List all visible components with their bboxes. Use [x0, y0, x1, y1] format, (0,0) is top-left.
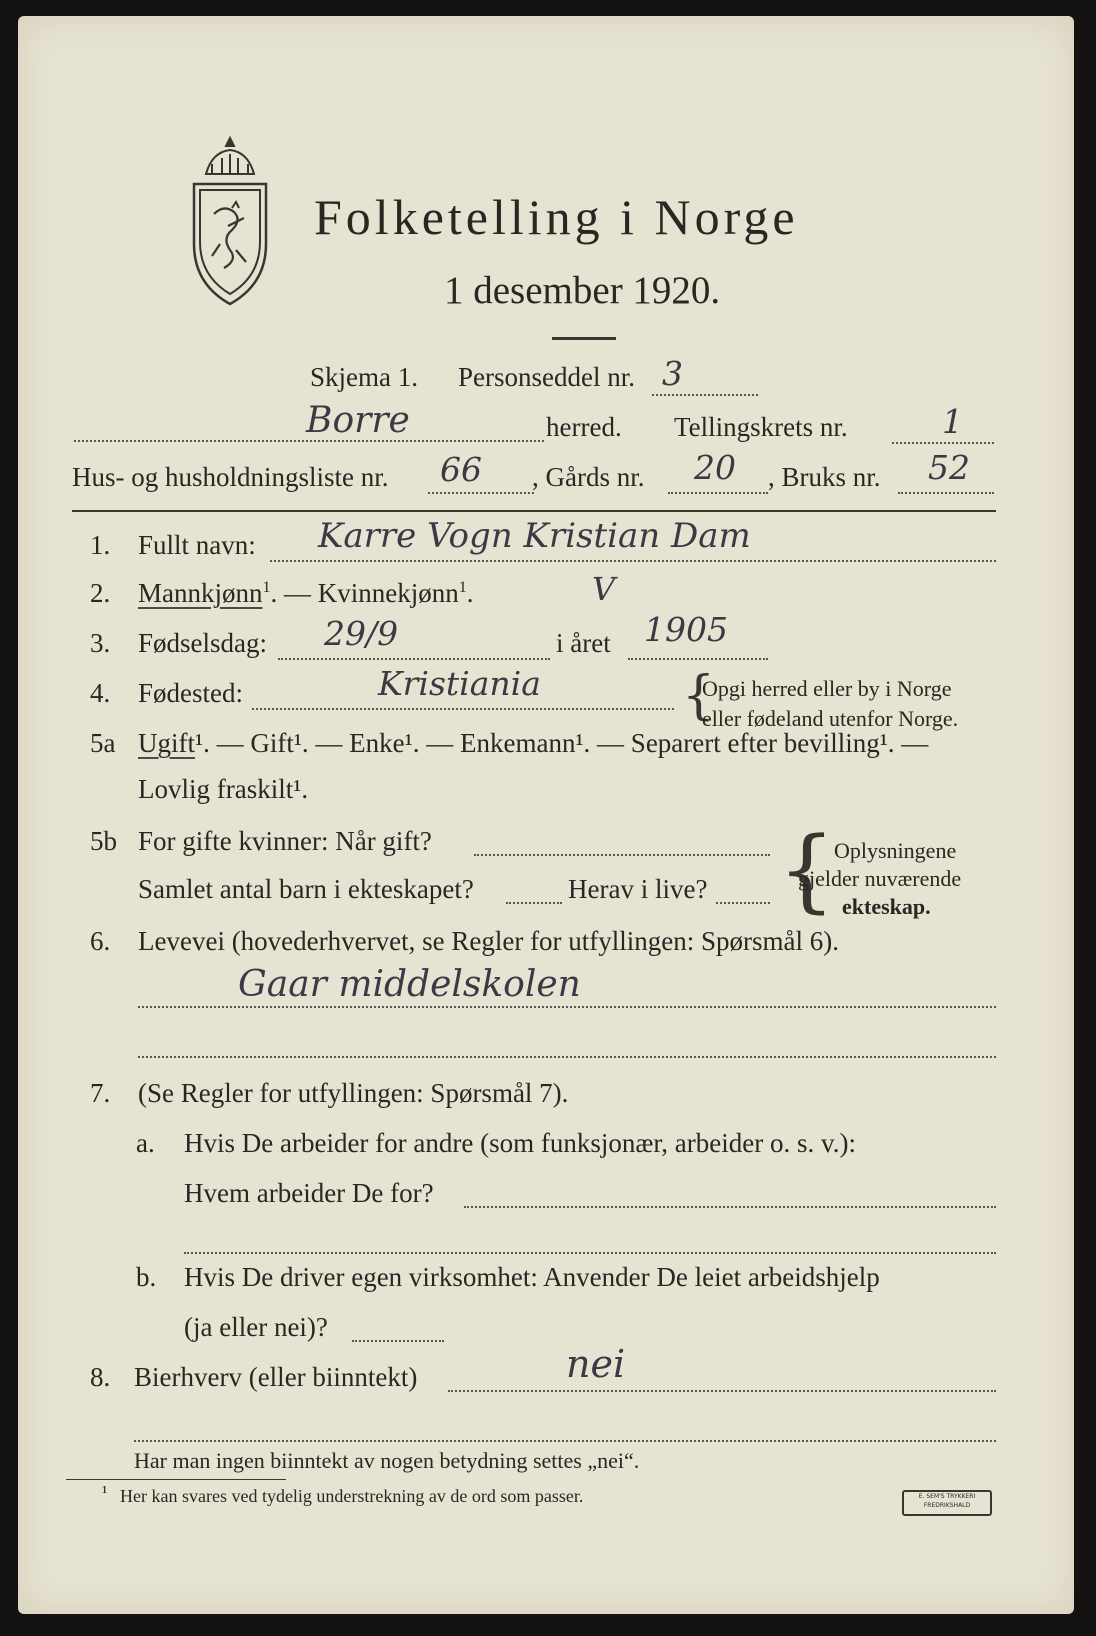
q1-value: Karre Vogn Kristian Dam	[318, 516, 751, 556]
gards-value: 20	[694, 448, 736, 487]
herred-label: herred.	[546, 412, 622, 442]
footnote-rule	[66, 1479, 286, 1480]
q4-note-1: Opgi herred eller by i Norge	[702, 676, 952, 701]
tellingskrets-line	[892, 442, 994, 444]
bruks-value: 52	[928, 448, 970, 487]
printer-stamp	[902, 1490, 992, 1516]
schema-label: Skjema 1.	[310, 362, 418, 392]
q3-value: 29/9	[324, 614, 399, 653]
q6-value: Gaar middelskolen	[238, 964, 581, 1005]
hus-value: 66	[440, 450, 482, 489]
q4-label: Fødested:	[138, 678, 243, 708]
q4-note-2: eller fødeland utenfor Norge.	[702, 706, 959, 731]
q5b-line-2b: Herav i live?	[568, 874, 708, 904]
q8-line	[448, 1390, 996, 1392]
q2-mannkjonn: Mannkjønn	[138, 578, 263, 608]
q5b-live-line	[716, 902, 770, 904]
footnote-mark: ¹	[102, 1482, 108, 1502]
title-divider	[552, 337, 616, 340]
q6-line-2	[138, 1056, 996, 1058]
q5b-number: 5b	[90, 826, 117, 856]
q2-end: .	[466, 578, 474, 608]
tellingskrets-value: 1	[942, 402, 963, 441]
q5a-ugift: Ugift	[138, 728, 195, 758]
q5a-number: 5a	[90, 728, 116, 758]
q7b-letter: b.	[136, 1262, 157, 1292]
q7-label: (Se Regler for utfyllingen: Spørsmål 7).	[138, 1078, 569, 1108]
q4-number: 4.	[90, 678, 111, 708]
personseddel-label: Personseddel nr.	[458, 362, 635, 392]
q3-year-value: 1905	[644, 610, 728, 649]
q6-label: Levevei (hovederhvervet, se Regler for utfyllingen: Spørsmål 6).	[138, 926, 840, 956]
q7a-answer-line-2	[184, 1252, 996, 1254]
q1-label: Fullt navn:	[138, 530, 256, 560]
q2-separator: . —	[270, 578, 311, 608]
q8-line-2	[134, 1440, 996, 1442]
q7a-line-1: Hvis De arbeider for andre (som funksjonær, arbeider o. s. v.):	[184, 1128, 856, 1158]
q2-mark: V	[592, 570, 616, 608]
q2-kvinnekjonn: Kvinnekjønn	[317, 578, 459, 608]
q1-line	[270, 560, 996, 562]
q5a-other-options: ¹. — Gift¹. — Enke¹. — Enkemann¹. — Separert efter bevilling¹. —	[195, 728, 929, 758]
census-date: 1 desember 1920.	[444, 269, 721, 312]
personseddel-line	[652, 394, 758, 396]
hus-line	[428, 492, 534, 494]
tellingskrets-label: Tellingskrets nr.	[674, 412, 848, 442]
q4-value: Kristiania	[378, 664, 541, 703]
q4-line	[252, 708, 674, 710]
form-title: Folketelling i Norge	[314, 189, 799, 245]
q8-label: Bierhverv (eller biinntekt)	[134, 1362, 418, 1392]
header-rule	[72, 510, 996, 512]
q2-number: 2.	[90, 578, 111, 608]
q5a-options	[138, 728, 928, 759]
q6-line-1	[138, 1006, 996, 1008]
census-form-page	[18, 16, 1074, 1614]
q8-value: nei	[566, 1342, 626, 1386]
q5b-note-3: ekteskap.	[842, 894, 931, 919]
footnote-text: Her kan svares ved tydelig understrekning av de ord som passer.	[120, 1486, 584, 1506]
bruks-label: , Bruks nr.	[768, 462, 881, 492]
norwegian-coat-of-arms-icon	[188, 134, 272, 310]
hus-label: Hus- og husholdningsliste nr.	[72, 462, 389, 492]
q3-label: Fødselsdag:	[138, 628, 268, 658]
q5b-line-1: For gifte kvinner: Når gift?	[138, 826, 432, 856]
q7a-answer-line-1	[464, 1206, 996, 1208]
q4-brace: {	[682, 666, 716, 726]
q5b-gift-line	[474, 854, 770, 856]
q3-number: 3.	[90, 628, 111, 658]
q5b-note-2: gjelder nuværende	[798, 866, 962, 891]
q7b-line-1: Hvis De driver egen virksomhet: Anvender De leiet arbeidshjelp	[184, 1262, 880, 1292]
gards-line	[668, 492, 768, 494]
q3-year-line	[628, 658, 768, 660]
q7b-line-2: (ja eller nei)?	[184, 1312, 328, 1342]
q7-number: 7.	[90, 1078, 111, 1108]
q5a-line-2: Lovlig fraskilt¹.	[138, 774, 309, 804]
q3-year-label: i året	[556, 628, 611, 658]
q5b-note-1: Oplysningene	[834, 838, 957, 863]
q1-number: 1.	[90, 530, 111, 560]
footer-note: Har man ingen biinntekt av nogen betydning settes „nei“.	[134, 1448, 640, 1473]
q5b-brace: {	[778, 818, 836, 923]
q7b-answer-line	[352, 1340, 444, 1342]
bruks-line	[898, 492, 994, 494]
q8-number: 8.	[90, 1362, 111, 1392]
q7a-letter: a.	[136, 1128, 155, 1158]
herred-value: Borre	[306, 400, 410, 441]
q5b-line-2a: Samlet antal barn i ekteskapet?	[138, 874, 474, 904]
q2-options: Mannkjønn$^1$. — Kvinnekjønn$^1$.	[138, 578, 474, 608]
printer-stamp-text: E. SEM'S TRYKKERI FREDRIKSHALD	[918, 1493, 976, 1509]
gards-label: , Gårds nr.	[532, 462, 645, 492]
personseddel-value: 3	[662, 354, 683, 393]
q7a-line-2: Hvem arbeider De for?	[184, 1178, 434, 1208]
q5b-barn-line	[506, 902, 562, 904]
q6-number: 6.	[90, 926, 111, 956]
q3-line	[278, 658, 550, 660]
